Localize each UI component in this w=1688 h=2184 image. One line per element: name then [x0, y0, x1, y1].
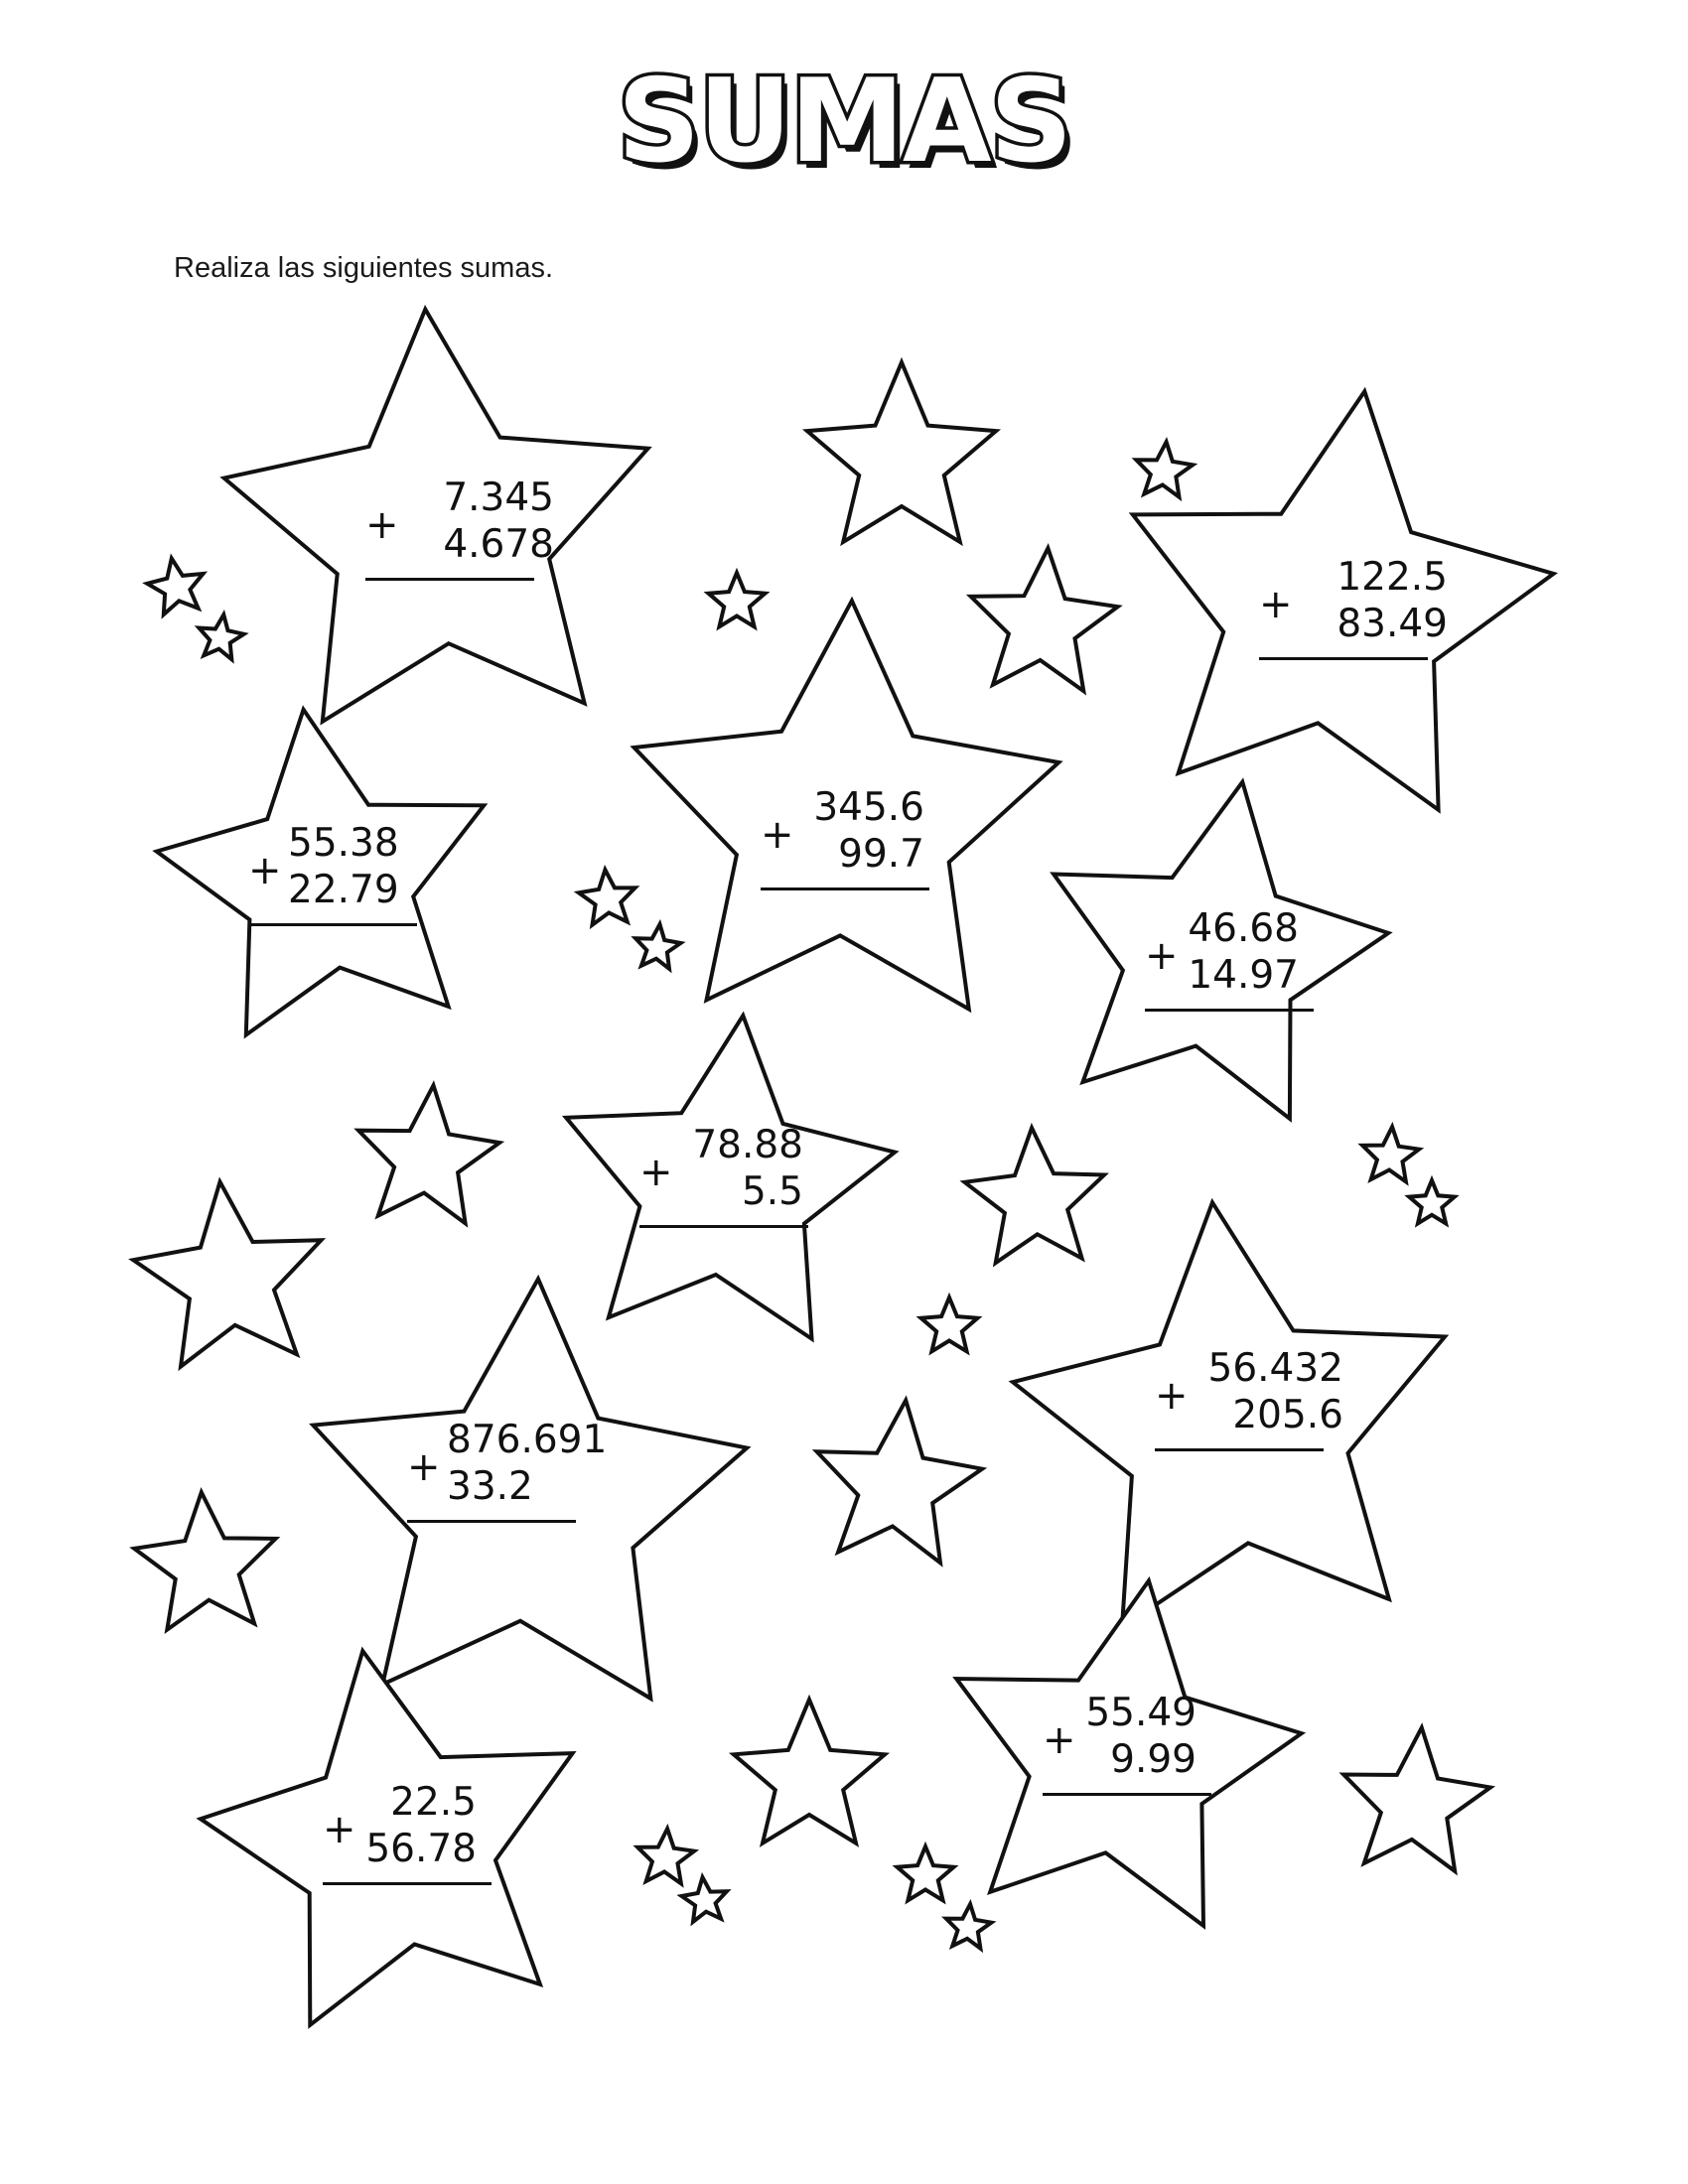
small-star: [579, 870, 635, 925]
plus-sign: +: [1043, 1717, 1076, 1763]
decorative-star: [133, 1182, 321, 1367]
plus-sign: +: [248, 848, 282, 893]
small-star: [637, 1829, 694, 1883]
plus-sign: +: [639, 1150, 673, 1195]
addend-a: 78.88: [692, 1123, 803, 1167]
addend-b: 5.5: [741, 1169, 803, 1214]
decorative-star: [971, 548, 1118, 691]
small-star: [946, 1904, 992, 1949]
sum-line: [761, 887, 929, 890]
addend-a: 122.5: [1336, 555, 1448, 600]
small-star: [709, 573, 766, 626]
instructions: Realiza las siguientes sumas.: [174, 252, 554, 284]
small-star: [682, 1877, 727, 1922]
plus-sign: +: [407, 1444, 441, 1490]
addend-b: 4.678: [443, 522, 554, 567]
sum-line: [248, 923, 417, 926]
sum-line: [639, 1225, 808, 1228]
page-title: SUMAS: [617, 55, 1071, 189]
decorative-star: [1343, 1727, 1490, 1871]
addend-b: 33.2: [447, 1464, 533, 1509]
small-star: [635, 924, 680, 969]
sum-line: [1043, 1793, 1211, 1796]
plus-sign: +: [323, 1807, 356, 1852]
decorative-star: [358, 1085, 499, 1223]
sum-line: [407, 1520, 576, 1523]
addend-a: 345.6: [813, 785, 924, 830]
sum-line: [1145, 1009, 1314, 1012]
plus-sign: +: [1259, 582, 1293, 627]
small-star: [1136, 442, 1193, 497]
small-star: [1362, 1127, 1419, 1181]
small-star: [199, 614, 243, 659]
small-star: [898, 1846, 954, 1900]
addend-b: 14.97: [1188, 953, 1299, 998]
decorative-star: [807, 362, 996, 542]
decorative-star: [134, 1492, 275, 1629]
addend-b: 56.78: [365, 1827, 477, 1871]
addend-a: 55.38: [288, 821, 399, 866]
decorative-star: [965, 1128, 1105, 1263]
small-star: [1409, 1180, 1455, 1223]
addend-b: 22.79: [288, 868, 399, 912]
small-star: [147, 559, 203, 615]
addend-a: 22.5: [390, 1780, 477, 1825]
plus-sign: +: [365, 502, 399, 548]
sum-line: [1259, 657, 1428, 660]
decorative-star: [734, 1700, 885, 1843]
addend-b: 9.99: [1110, 1737, 1196, 1782]
plus-sign: +: [1155, 1373, 1189, 1419]
addend-b: 205.6: [1232, 1393, 1343, 1437]
addend-a: 56.432: [1207, 1346, 1343, 1391]
addend-a: 46.68: [1188, 906, 1299, 951]
addend-a: 55.49: [1085, 1691, 1196, 1735]
sum-line: [365, 578, 534, 581]
addend-a: 7.345: [443, 476, 554, 520]
addend-b: 83.49: [1336, 602, 1448, 646]
plus-sign: +: [1145, 933, 1179, 979]
sum-line: [1155, 1448, 1324, 1451]
decorative-star: [817, 1401, 983, 1564]
small-star: [921, 1297, 978, 1351]
addend-a: 876.691: [447, 1418, 608, 1462]
sum-line: [323, 1882, 492, 1885]
plus-sign: +: [761, 812, 794, 858]
addend-b: 99.7: [838, 832, 924, 877]
